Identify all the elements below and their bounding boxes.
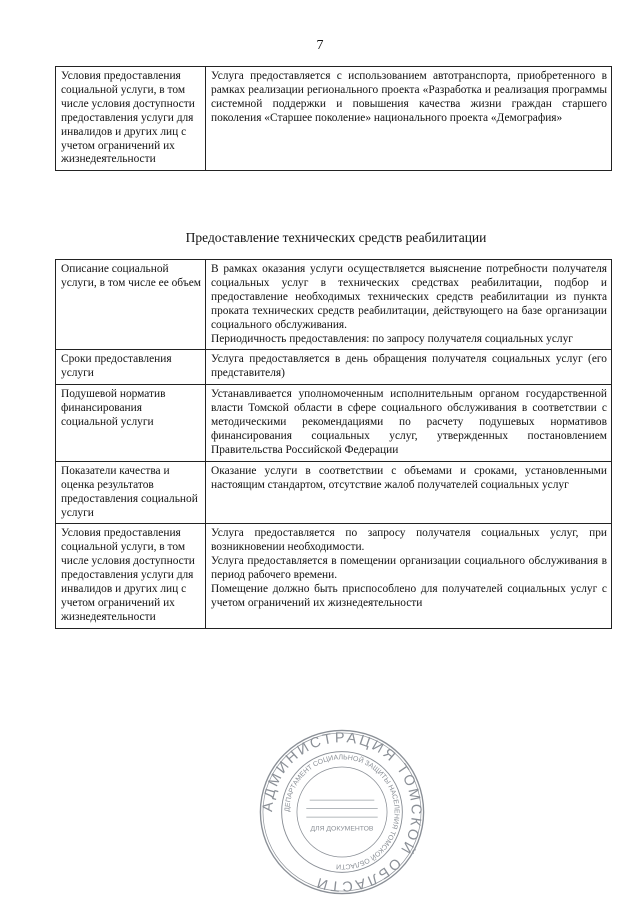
section-title: Предоставление технических средств реабилитации [185, 230, 487, 245]
table-row [56, 461, 612, 524]
service-conditions-table-top [55, 66, 612, 171]
row-paragraph: Устанавливается уполномоченным исполнительным органом государственной власти Томской области в сфере социального обслуживания в соответствии с методическими рекомендациями по расчету подушевых нормативов финансирования социальных услуг, утвержденных постановлением Правительства Российской Федерации [211, 388, 607, 456]
row-paragraph: Услуга предоставляется в помещении организации социального обслуживания в период рабочего времени. [211, 555, 607, 582]
row-label: Описание социальной услуги, в том числе ее объем [56, 260, 206, 350]
seal-inner-text: ДЛЯ ДОКУМЕНТОВ [310, 825, 374, 833]
row-paragraph: Оказание услуги в соответствии с объемами и сроками, установленными настоящим стандартом, отсутствие жалоб получателей социальных услуг [211, 464, 607, 491]
row-paragraph: Услуга предоставляется в день обращения получателя социальных услуг (его представителя) [211, 353, 607, 380]
seal-middle-text: ДЕПАРТАМЕНТ СОЦИАЛЬНОЙ ЗАЩИТЫ НАСЕЛЕНИЯ ТОМСКОЙ ОБЛАСТИ [284, 754, 400, 870]
row-value [206, 260, 612, 350]
row-value [206, 67, 612, 171]
table-row [56, 385, 612, 462]
row-value [206, 385, 612, 462]
row-label: Подушевой норматив финансирования социальной услуги [56, 385, 206, 462]
seal-center-lines [306, 800, 377, 817]
seal-outer-text: АДМИНИСТРАЦИЯ ТОМСКОЙ ОБЛАСТИ [260, 730, 424, 894]
technical-aids-table [55, 259, 612, 629]
official-seal-stamp [257, 727, 427, 897]
row-label: Условия предоставления социальной услуги, в том числе условия доступности предоставления услуги для инвалидов и других лиц с учетом ограничений их жизнедеятельности [56, 524, 206, 628]
row-value [206, 350, 612, 385]
row-value [206, 461, 612, 524]
table-row [56, 67, 612, 171]
table-row [56, 260, 612, 350]
row-paragraph: Услуга предоставляется с использованием автотранспорта, приобретенного в рамках реализации регионального проекта «Разработка и реализация программы системной поддержки и повышения качества жизни граждан старшего поколения «Старшее поколение» национального проекта «Демография» [211, 70, 607, 124]
row-value [206, 524, 612, 628]
row-paragraph: Услуга предоставляется по запросу получателя социальных услуг, при возникновении необходимости. [211, 527, 607, 554]
row-paragraph: Периодичность предоставления: по запросу получателя социальных услуг [211, 332, 573, 345]
row-paragraph: В рамках оказания услуги осуществляется выяснение потребности получателя социальных услуг в технических средствах реабилитации, подбор и предоставление необходимых технических средств реабилитации из пункта проката технических средств реабилитации, действующего на базе организации социального обслуживания. [211, 263, 607, 331]
row-paragraph: Помещение должно быть приспособлено для получателей социальных услуг с учетом ограничений их жизнедеятельности [211, 583, 607, 609]
table-row [56, 524, 612, 628]
page-number: 7 [316, 38, 324, 53]
row-label: Сроки предоставления услуги [56, 350, 206, 385]
row-label: Условия предоставления социальной услуги, в том числе условия доступности предоставления услуги для инвалидов и других лиц с учетом ограничений их жизнедеятельности [56, 67, 206, 171]
table-row [56, 350, 612, 385]
row-label: Показатели качества и оценка результатов предоставления социальной услуги [56, 461, 206, 524]
